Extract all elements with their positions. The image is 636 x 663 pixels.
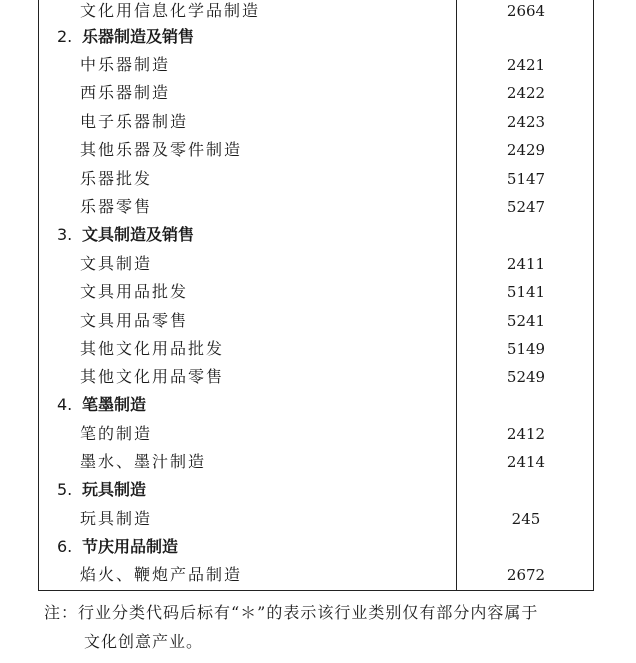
industry-name: 文具用品零售	[80, 311, 189, 330]
table-row	[38, 136, 594, 164]
table-row	[38, 79, 594, 107]
section-heading-row	[38, 476, 594, 504]
section-heading-row	[38, 23, 594, 51]
industry-name: 玩具制造	[80, 509, 153, 528]
industry-name: 笔的制造	[80, 424, 153, 443]
industry-name: 中乐器制造	[80, 55, 171, 74]
industry-code: 5247	[506, 198, 546, 216]
industry-name: 电子乐器制造	[80, 112, 189, 131]
industry-code: 5241	[506, 312, 546, 330]
table-row	[38, 51, 594, 79]
section-heading-row	[38, 221, 594, 249]
table-row	[38, 335, 594, 363]
industry-code: 2412	[506, 425, 546, 443]
industry-code: 2414	[506, 453, 546, 471]
industry-name: 其他文化用品零售	[80, 367, 225, 386]
section-title: 玩具制造	[82, 480, 147, 499]
industry-code: 5249	[506, 368, 546, 386]
table-row	[38, 0, 594, 25]
industry-name: 墨水、墨汁制造	[80, 452, 207, 471]
section-number: 5.	[57, 480, 73, 499]
industry-name: 焰火、鞭炮产品制造	[80, 565, 243, 584]
industry-code: 2411	[506, 255, 546, 273]
industry-name: 西乐器制造	[80, 83, 171, 102]
footnote-line: 文化创意产业。	[84, 632, 204, 651]
industry-code: 2421	[506, 56, 546, 74]
industry-name: 乐器零售	[80, 197, 153, 216]
section-number: 4.	[57, 395, 73, 414]
section-title: 笔墨制造	[82, 395, 147, 414]
industry-code: 5141	[506, 283, 546, 301]
section-number: 3.	[57, 225, 73, 244]
table-row	[38, 108, 594, 136]
section-title: 文具制造及销售	[82, 225, 195, 244]
industry-code: 2672	[506, 566, 546, 584]
table-footnote	[44, 598, 624, 656]
industry-code: 2423	[506, 113, 546, 131]
industry-code: 2664	[506, 2, 546, 20]
section-heading-row	[38, 533, 594, 561]
table-row	[38, 193, 594, 221]
section-title: 节庆用品制造	[82, 537, 179, 556]
table-row	[38, 448, 594, 476]
industry-name: 其他文化用品批发	[80, 339, 225, 358]
table-row	[38, 278, 594, 306]
industry-code: 5147	[506, 170, 546, 188]
section-number: 2.	[57, 27, 73, 46]
section-title: 乐器制造及销售	[82, 27, 195, 46]
table-row	[38, 363, 594, 391]
industry-code: 2429	[506, 141, 546, 159]
industry-code: 245	[511, 510, 541, 528]
footnote-line: 注：行业分类代码后标有“＊”的表示该行业类别仅有部分内容属于	[44, 603, 539, 622]
table-row	[38, 307, 594, 335]
industry-name: 其他乐器及零件制造	[80, 140, 243, 159]
industry-name: 文化用信息化学品制造	[80, 1, 261, 20]
industry-name: 乐器批发	[80, 169, 153, 188]
industry-code: 2422	[506, 84, 546, 102]
table-row	[38, 165, 594, 193]
section-heading-row	[38, 391, 594, 419]
industry-name: 文具用品批发	[80, 282, 189, 301]
industry-code: 5149	[506, 340, 546, 358]
table-row	[38, 420, 594, 448]
table-row	[38, 561, 594, 589]
table-row	[38, 505, 594, 533]
industry-name: 文具制造	[80, 254, 153, 273]
table-row	[38, 250, 594, 278]
section-number: 6.	[57, 537, 73, 556]
